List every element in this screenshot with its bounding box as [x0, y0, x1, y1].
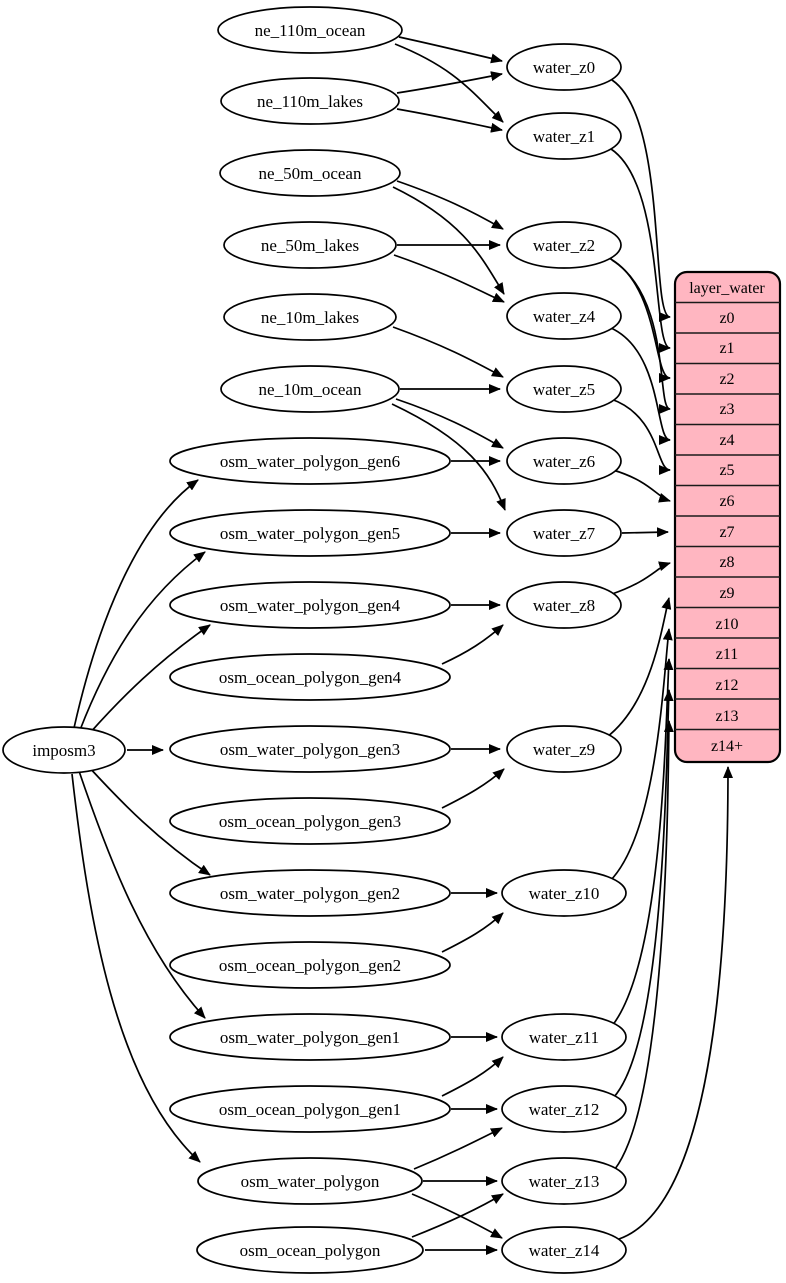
node-osm_water_polygon: [198, 1158, 422, 1204]
node-label-osm_ocean_polygon_gen4: osm_ocean_polygon_gen4: [218, 668, 402, 687]
edge-water_z7-row-z7: [622, 532, 668, 533]
node-label-water_z10: water_z10: [528, 884, 600, 903]
record-row-z4: z4: [719, 432, 735, 449]
node-water_z4: [507, 293, 621, 339]
edge-osm_water_polygon-water_z12: [414, 1128, 502, 1169]
node-water_z7: [507, 510, 621, 556]
node-osm_water_polygon_gen3: [170, 726, 450, 772]
record-row-z6: z6: [719, 493, 735, 510]
node-label-osm_water_polygon_gen1: osm_water_polygon_gen1: [219, 1028, 401, 1047]
edge-ne_110m_ocean-water_z0: [399, 37, 502, 61]
node-label-water_z1: water_z1: [532, 127, 596, 146]
record-row-z5: z5: [719, 462, 735, 479]
node-label-osm_ocean_polygon_gen1: osm_ocean_polygon_gen1: [218, 1100, 402, 1119]
node-label-water_z0: water_z0: [532, 58, 596, 77]
record-row-z9: z9: [719, 585, 735, 602]
edge-ne_110m_lakes-water_z0: [397, 74, 502, 93]
record-row-z3: z3: [719, 401, 735, 418]
node-osm_ocean_polygon_gen1: [170, 1086, 450, 1132]
edge-ne_50m_ocean-water_z4: [393, 187, 504, 294]
record-row-z8: z8: [719, 554, 735, 571]
edge-ne_10m_lakes-water_z5: [393, 327, 503, 377]
node-osm_water_polygon_gen5: [170, 510, 450, 556]
node-label-ne_110m_lakes: ne_110m_lakes: [256, 92, 364, 111]
node-water_z5: [507, 366, 621, 412]
record-row-z7: z7: [719, 524, 735, 541]
node-label-osm_ocean_polygon_gen3: osm_ocean_polygon_gen3: [218, 812, 402, 831]
node-osm_water_polygon_gen2: [170, 870, 450, 916]
edge-ne_50m_ocean-water_z2: [397, 181, 503, 229]
node-water_z10: [502, 870, 626, 916]
node-label-water_z8: water_z8: [532, 596, 596, 615]
node-water_z12: [502, 1086, 626, 1132]
record-layer_water: [675, 272, 780, 762]
node-water_z9: [507, 726, 621, 772]
node-label-water_z5: water_z5: [532, 380, 596, 399]
node-water_z6: [507, 438, 621, 484]
node-label-water_z6: water_z6: [532, 452, 596, 471]
node-water_z2: [507, 222, 621, 268]
record-row-z11: z11: [715, 646, 739, 663]
node-osm_ocean_polygon_gen2: [170, 942, 450, 988]
node-water_z1: [507, 113, 621, 159]
node-osm_water_polygon_gen6: [170, 438, 450, 484]
edge-layer: [72, 37, 728, 1250]
record-row-z10: z10: [715, 616, 739, 633]
node-ne_10m_ocean: [221, 366, 399, 412]
node-label-osm_ocean_polygon_gen2: osm_ocean_polygon_gen2: [218, 956, 402, 975]
edge-ne_110m_lakes-water_z1: [397, 109, 502, 130]
node-label-water_z4: water_z4: [532, 307, 596, 326]
node-ne_110m_ocean: [218, 7, 402, 53]
edge-ne_10m_ocean-water_z6: [396, 399, 503, 448]
node-osm_water_polygon_gen4: [170, 582, 450, 628]
node-water_z8: [507, 582, 621, 628]
node-label-ne_50m_lakes: ne_50m_lakes: [260, 236, 360, 255]
node-label-osm_water_polygon_gen3: osm_water_polygon_gen3: [219, 740, 401, 759]
edge-water_z6-row-z6: [613, 470, 670, 501]
node-label-osm_water_polygon_gen6: osm_water_polygon_gen6: [219, 452, 401, 471]
node-label-ne_110m_ocean: ne_110m_ocean: [254, 21, 366, 40]
node-label-osm_water_polygon: osm_water_polygon: [240, 1172, 380, 1191]
node-label-water_z12: water_z12: [528, 1100, 600, 1119]
node-osm_water_polygon_gen1: [170, 1014, 450, 1060]
edge-water_z8-row-z8: [612, 563, 670, 594]
edge-osm_ocean_polygon_gen3-water_z9: [442, 769, 504, 808]
node-label-osm_water_polygon_gen5: osm_water_polygon_gen5: [219, 524, 401, 543]
node-label-ne_10m_lakes: ne_10m_lakes: [260, 308, 360, 327]
edge-ne_110m_ocean-water_z1: [395, 44, 503, 122]
node-water_z13: [502, 1158, 626, 1204]
node-label-imposm3: imposm3: [32, 741, 96, 760]
node-osm_ocean_polygon: [197, 1227, 423, 1273]
record-row-z1: z1: [719, 340, 735, 357]
record-row-z0: z0: [719, 310, 735, 327]
record-row-z2: z2: [719, 371, 735, 388]
node-water_z14: [502, 1227, 626, 1273]
node-ne_10m_lakes: [224, 294, 396, 340]
node-osm_ocean_polygon_gen3: [170, 798, 450, 844]
edge-osm_ocean_polygon_gen2-water_z10: [442, 913, 503, 952]
record-row-z12: z12: [715, 677, 739, 694]
node-label-water_z9: water_z9: [532, 740, 596, 759]
node-label-water_z7: water_z7: [532, 524, 596, 543]
node-ne_50m_lakes: [224, 222, 396, 268]
record-title: layer_water: [689, 280, 765, 297]
node-label-osm_water_polygon_gen4: osm_water_polygon_gen4: [219, 596, 401, 615]
node-label-water_z14: water_z14: [528, 1241, 600, 1260]
edge-osm_ocean_polygon_gen1-water_z11: [442, 1057, 503, 1096]
record-row-z13: z13: [715, 708, 739, 725]
node-ne_50m_ocean: [220, 150, 400, 196]
edge-osm_ocean_polygon_gen4-water_z8: [442, 625, 503, 664]
node-label-osm_water_polygon_gen2: osm_water_polygon_gen2: [219, 884, 401, 903]
edge-ne_50m_lakes-water_z4: [394, 255, 504, 302]
node-water_z11: [502, 1014, 626, 1060]
node-label-osm_ocean_polygon: osm_ocean_polygon: [239, 1241, 381, 1260]
record-row-z14plus: z14+: [710, 738, 744, 755]
node-water_z0: [507, 44, 621, 90]
node-osm_ocean_polygon_gen4: [170, 654, 450, 700]
node-label-water_z2: water_z2: [532, 236, 596, 255]
node-imposm3: [3, 727, 125, 773]
node-label-ne_50m_ocean: ne_50m_ocean: [258, 164, 362, 183]
node-label-water_z13: water_z13: [528, 1172, 600, 1191]
node-ne_110m_lakes: [221, 78, 399, 124]
node-label-ne_10m_ocean: ne_10m_ocean: [258, 380, 362, 399]
node-label-water_z11: water_z11: [528, 1028, 600, 1047]
